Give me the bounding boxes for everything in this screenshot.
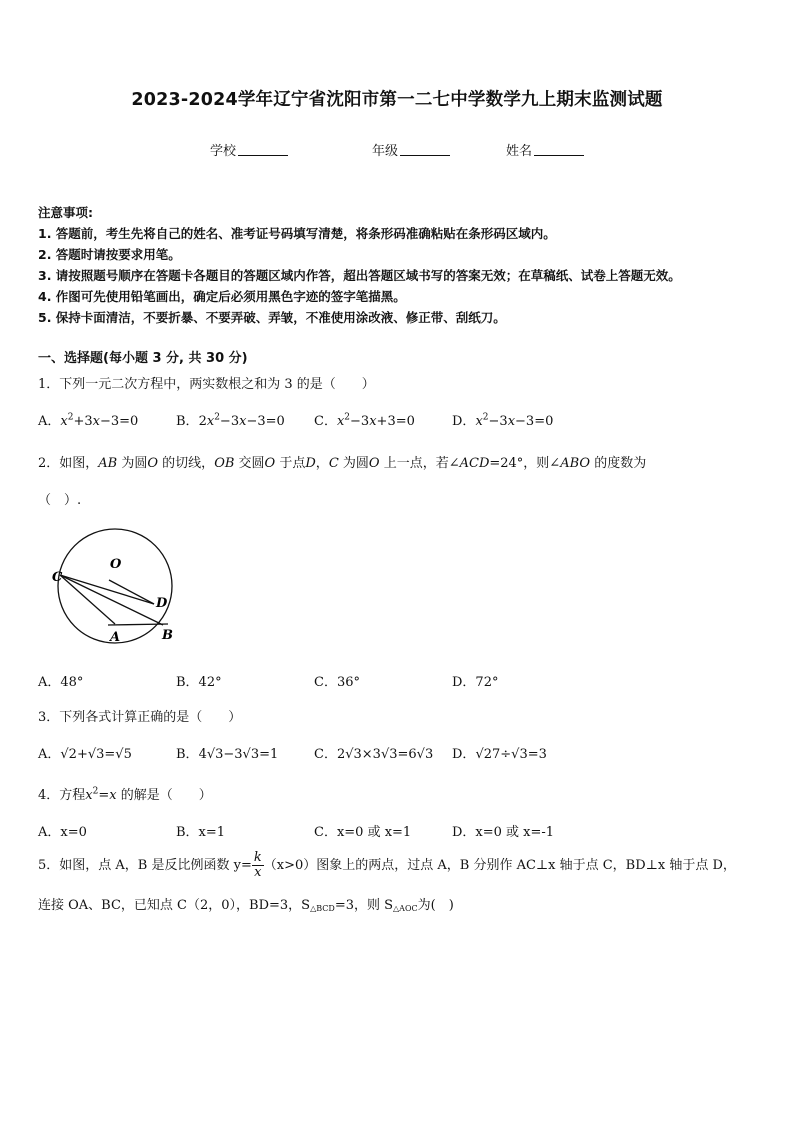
q1-option-a[interactable]: A．$x^2+3x-3=0$ [38,412,139,429]
notes-item: 4. 作图可先使用铅笔画出，确定后必须用黑色字迹的签字笔描黑。 [38,289,406,304]
school-field[interactable] [210,140,288,159]
q4-option-a[interactable]: A．x=0 [38,825,87,840]
notes-item: 2. 答题时请按要求用笔。 [38,247,181,262]
q4-option-d[interactable]: D．x=0 或 x=-1 [452,825,555,840]
section-heading: 一、选择题(每小题 3 分, 共 30 分) [38,351,248,366]
notes-heading: 注意事项: [38,205,93,220]
name-blank[interactable] [534,143,584,156]
circle-o [58,529,172,643]
question-5-line-1: 5．如图，点 A，B 是反比例函数 y= $\frac{k}{x}$ （x>0）图象上的两点，过点 A，B 分别作 AC⊥x 轴于点 C，BD⊥x 轴于点 D， [38,850,736,880]
q3-option-d[interactable]: D．√27÷√3=3 [452,747,547,762]
label-c: C [52,570,63,585]
segment-cd [60,575,154,604]
q2-option-b[interactable]: B．42° [176,675,222,690]
q2-option-c[interactable]: C．36° [314,675,360,690]
label-o: O [110,557,122,572]
q4-option-c[interactable]: C．x=0 或 x=1 [314,825,412,840]
q3-option-a[interactable]: A．√2+√3=√5 [38,747,132,762]
question-3-stem: 3．下列各式计算正确的是（ ） [38,710,242,725]
q4-option-b[interactable]: B．x=1 [176,825,226,840]
q1-option-c[interactable]: C．$x^2-3x+3=0$ [314,412,415,429]
question-2-paren: （ ）. [38,493,82,508]
q3-option-c[interactable]: C．2√3×3√3=6√3 [314,747,434,762]
grade-label: 年级 [372,144,399,159]
name-field[interactable] [506,140,584,159]
label-a: A [110,630,121,645]
notes-item: 5. 保持卡面清洁，不要折暴、不要弄破、弄皱，不准使用涂改液、修正带、刮纸刀。 [38,310,506,325]
question-4-stem: 4．方程$x^2=x$ 的解是（ ） [38,786,212,803]
segment-ab [108,624,168,625]
notes-block [38,202,681,328]
q2-option-a[interactable]: A．48° [38,675,84,690]
school-blank[interactable] [238,143,288,156]
segment-ca [60,575,115,624]
grade-field[interactable] [372,140,450,159]
q1-option-d[interactable]: D．$x^2-3x-3=0$ [452,412,554,429]
q2-option-d[interactable]: D．72° [452,675,499,690]
question-5-line-2: 连接 OA、BC，已知点 C（2，0），BD=3，$S_{\triangle BCD}=3$，则 $S_{\triangle AOC}$为( ) [38,898,454,913]
label-d: D [156,596,168,611]
question-2-stem: 2．如图，AB 为圆O 的切线，OB 交圆O 于点D，C 为圆O 上一点，若∠ACD=24°，则∠ABO 的度数为 [38,456,647,471]
notes-item: 1. 答题前，考生先将自己的姓名、准考证号码填写清楚，将条形码准确粘贴在条形码区域内。 [38,226,556,241]
school-label: 学校 [210,144,237,159]
q2-circle-figure [40,518,190,648]
question-1-stem: 1．下列一元二次方程中，两实数根之和为 3 的是（ ） [38,377,375,392]
page-title: 2023-2024学年辽宁省沈阳市第一二七中学数学九上期末监测试题 [131,90,663,110]
q1-option-b[interactable]: B．$2x^2-3x-3=0$ [176,412,285,429]
grade-blank[interactable] [400,143,450,156]
label-b: B [162,628,173,643]
notes-item: 3. 请按照题号顺序在答题卡各题目的答题区域内作答，超出答题区域书写的答案无效；在草稿纸、试卷上答题无效。 [38,268,681,283]
fraction-k-over-x: $\frac{k}{x}$ [253,850,262,880]
name-label: 姓名 [506,144,533,159]
q3-option-b[interactable]: B．4√3−3√3=1 [176,747,279,762]
